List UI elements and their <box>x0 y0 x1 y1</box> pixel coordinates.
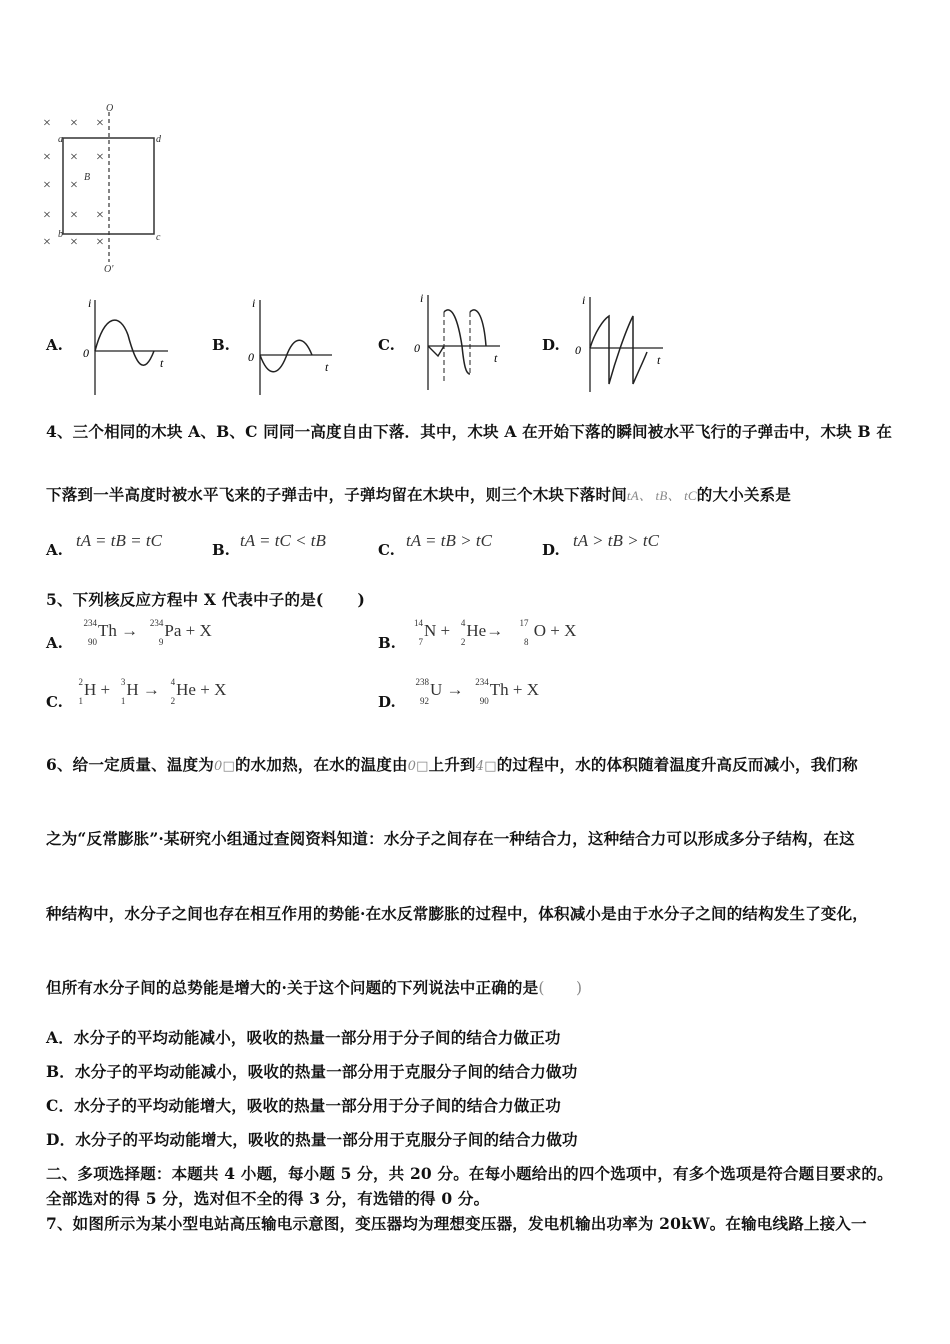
axis-t: t <box>657 353 661 367</box>
q6-line3: 种结构中，水分子之间也存在相互作用的势能·在水反常膨胀的过程中，体积减小是由于水分子之间的结构发生了变化， <box>46 904 869 923</box>
graph-option-b <box>240 295 340 400</box>
q6-line2: 之为“反常膨胀”·某研究小组通过查阅资料知道：水分子之间存在一种结合力，这种结合力可以形成多分子结构，在这 <box>46 829 855 848</box>
q4-option-c-label: C. <box>378 541 395 559</box>
label-c: c <box>156 232 161 243</box>
q6-option-b: B．水分子的平均动能减小，吸收的热量一部分用于克服分子间的结合力做功 <box>46 1062 578 1081</box>
section2-heading-line1: 二、多项选择题：本题共 4 小题，每小题 5 分，共 20 分。在每小题给出的四个选项中，有多个选项是符合题目要求的。 <box>46 1164 893 1183</box>
cross-mark: × <box>96 208 104 223</box>
q5-stem <box>46 588 365 610</box>
cross-mark: × <box>70 178 78 193</box>
q4-line1: 4、三个相同的木块 A、B、C 同同一高度自由下落．其中，木块 A 在开始下落的瞬间被水平飞行的子弹击中，木块 B 在 <box>46 422 893 441</box>
cross-mark: × <box>70 150 78 165</box>
temp-four: 4□ <box>475 759 497 774</box>
cross-mark: × <box>43 235 51 250</box>
q6-option-c: C．水分子的平均动能增大，吸收的热量一部分用于分子间的结合力做正功 <box>46 1096 561 1115</box>
origin: 0 <box>83 346 89 360</box>
q4-line2 <box>46 483 791 505</box>
cross-mark: × <box>70 116 78 131</box>
graph-option-a-label: A. <box>46 336 63 354</box>
graph-option-c-label: C. <box>378 336 395 354</box>
q5-option-a-equation: 234 90 Th → 234 9 Pa + X <box>83 618 212 647</box>
q4-option-b-expr: tA = tC < tB <box>240 531 326 550</box>
cross-mark: × <box>96 116 104 131</box>
axis-i: i <box>420 291 424 305</box>
q4-option-a-expr: tA = tB = tC <box>76 531 162 550</box>
label-a: a <box>58 134 63 145</box>
label-field-b: B <box>84 172 91 183</box>
q5-option-b-equation: 14 7 N + 4 2 He→ 17 8 O + X <box>414 618 577 647</box>
axis-i: i <box>582 293 586 307</box>
axis-t: t <box>494 351 498 365</box>
q7-line1: 7、如图所示为某小型电站高压输电示意图，变压器均为理想变压器，发电机输出功率为 20kW。在输电线路上接入一 <box>46 1214 867 1233</box>
graph-option-c <box>400 290 510 395</box>
q4-option-a-label: A. <box>46 541 63 559</box>
q4-option-c-expr: tA = tB > tC <box>406 531 492 550</box>
cross-mark: × <box>43 208 51 223</box>
q5-option-c-equation: 2 1 H + 3 1 H → 4 2 He + X <box>78 677 227 706</box>
cross-mark: × <box>96 235 104 250</box>
axis-t: t <box>160 356 164 370</box>
axis-i: i <box>88 296 92 310</box>
q5-option-c-label: C. <box>46 693 63 711</box>
q4-line2-pre: 下落到一半高度时被水平飞来的子弹击中，子弹均留在木块中，则三个木块下落时间 <box>46 485 627 504</box>
label-b: b <box>58 229 63 240</box>
cross-mark: × <box>43 150 51 165</box>
section2-heading-line2: 全部选对的得 5 分，选对但不全的得 3 分，有选错的得 0 分。 <box>46 1189 490 1208</box>
graph-option-d <box>565 292 675 397</box>
q6-line1: 6、给一定质量、温度为0□的水加热，在水的温度由0□上升到4□的过程中，水的体积随着温度升高反而减小，我们称 <box>46 755 858 774</box>
graph-option-d-label: D. <box>542 336 560 354</box>
q4-line2-post: 的大小关系是 <box>696 485 791 504</box>
q4-option-d-expr: tA > tB > tC <box>573 531 659 550</box>
cross-mark: × <box>43 178 51 193</box>
origin: 0 <box>575 343 581 357</box>
graph-option-b-label: B. <box>212 336 230 354</box>
q6-line4: 但所有水分子间的总势能是增大的·关于这个问题的下列说法中正确的是( ) <box>46 978 583 997</box>
q6-option-d: D．水分子的平均动能增大，吸收的热量一部分用于克服分子间的结合力做功 <box>46 1130 578 1149</box>
q4-option-b-label: B. <box>212 541 230 559</box>
graph-option-a <box>80 295 175 400</box>
magnetic-field-figure <box>38 100 178 275</box>
label-o-bottom: O' <box>104 264 114 275</box>
origin: 0 <box>414 341 420 355</box>
q5-option-a-label: A. <box>46 634 63 652</box>
temp-zero: 0□ <box>407 759 429 774</box>
q5-option-d-equation: 238 92 U → 234 90 Th + X <box>415 677 540 706</box>
axis-i: i <box>252 296 256 310</box>
label-d: d <box>156 134 161 145</box>
q5-option-d-label: D. <box>378 693 396 711</box>
origin: 0 <box>248 350 254 364</box>
cross-mark: × <box>70 208 78 223</box>
axis-t: t <box>325 360 329 374</box>
q4-option-d-label: D. <box>542 541 560 559</box>
cross-mark: × <box>96 150 104 165</box>
q5-stem-text: 5、下列核反应方程中 X 代表中子的是( <box>46 590 324 609</box>
q6-option-a: A．水分子的平均动能减小，吸收的热量一部分用于分子间的结合力做正功 <box>46 1028 561 1047</box>
label-o-top: O <box>106 103 114 114</box>
q5-stem-close: ) <box>357 590 365 609</box>
cross-mark: × <box>43 116 51 131</box>
temp-zero: 0□ <box>214 759 235 774</box>
answer-paren: ( ) <box>538 979 583 997</box>
q5-option-b-label: B. <box>378 634 396 652</box>
cross-mark: × <box>70 235 78 250</box>
q4-time-vars: tA、 tB、 tC <box>626 488 697 503</box>
